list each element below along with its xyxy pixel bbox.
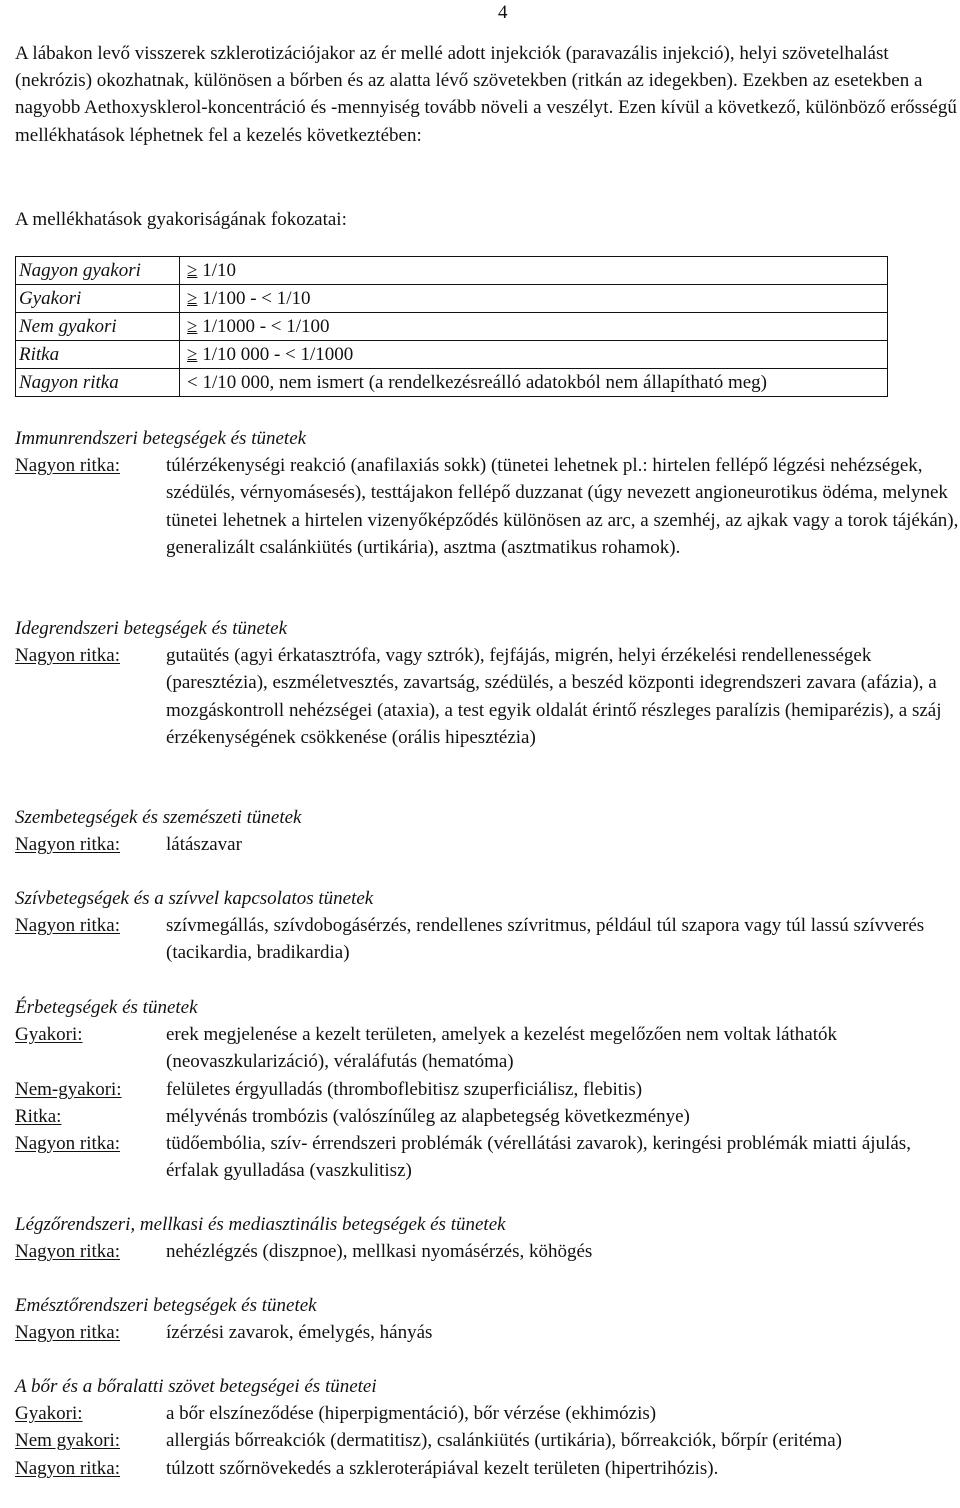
list-item [15, 1130, 960, 1184]
frequency-label: Nagyon gyakori [16, 257, 180, 285]
effect-text: nehézlégzés (diszpnoe), mellkasi nyomásérzés, köhögés [166, 1241, 593, 1263]
section-respiratory [15, 1211, 960, 1265]
frequency-label: Gyakori [16, 285, 180, 313]
frequency-value-text: 1/1000 - < 1/100 [197, 315, 330, 337]
list-item [15, 912, 960, 966]
frequency-label: Ritka [16, 341, 180, 369]
frequency-tag: Gyakori: [15, 1403, 83, 1425]
frequency-tag: Nagyon ritka: [15, 834, 121, 856]
section-title: Immunrendszeri betegségek és tünetek [15, 428, 307, 449]
section-digestive [15, 1292, 960, 1346]
list-item [15, 1427, 960, 1454]
list-item [15, 452, 960, 561]
frequency-value: < 1/10 000, nem ismert (a rendelkezésreálló adatokból nem állapítható meg) [180, 369, 888, 397]
effect-text: túlérzékenységi reakció (anafilaxiás sokk) (tünetei lehetnek pl.: hirtelen fellépő légzési nehézségek, szédülés, vérnyomásesés), testtájakon fellépő duzzanat (úgy nevezett angioneurotikus ödéma, melynek tünetei lehetnek a hirtelen vizenyőképződés különösen az arc, a szemhéj, az ajkak vagy a torok tájékán), generalizált csalánkiütés (urtikária), asztma (asztmatikus rohamok). [166, 455, 959, 558]
effect-text: látászavar [166, 834, 242, 856]
frequency-tag: Nagyon ritka: [15, 455, 121, 477]
intro-paragraph: A lábakon levő visszerek szklerotizációjakor az ér mellé adott injekciók (paravazális injekció), helyi szövetelhalást (nekrózis) okozhatnak, különösen a bőrben és az alatta lévő szövetekben (ritkán az idegekben). Ezekben az esetekben a nagyobb Aethoxysklerol-koncentráció és -mennyiség tovább növeli a veszélyt. Ezen kívül a következő, különböző erősségű mellékhatások léphetnek fel a kezelés következtében: [15, 43, 957, 146]
effect-text: felületes érgyulladás (thromboflebitisz szuperficiálisz, flebitis) [166, 1078, 643, 1100]
ge-symbol: ≥ [187, 343, 198, 365]
section-title: Szembetegségek és szemészeti tünetek [15, 807, 302, 828]
section-vascular [15, 994, 960, 1184]
frequency-value [180, 341, 888, 369]
frequency-value-text: 1/100 - < 1/10 [197, 287, 311, 309]
table-row [16, 257, 888, 285]
section-title: Érbetegségek és tünetek [15, 997, 198, 1018]
frequency-table [15, 256, 888, 397]
frequency-tag: Nagyon ritka: [15, 1457, 121, 1479]
section-title: Emésztőrendszeri betegségek és tünetek [15, 1295, 317, 1316]
frequency-tag: Nagyon ritka: [15, 1133, 121, 1155]
section-title: Légzőrendszeri, mellkasi és mediasztinális betegségek és tünetek [15, 1214, 506, 1235]
frequency-value [180, 313, 888, 341]
frequency-label: Nagyon ritka [16, 369, 180, 397]
effect-text: tüdőembólia, szív- érrendszeri problémák (vérellátási zavarok), keringési problémák miatti ájulás, érfalak gyulladása (vaszkulitisz) [166, 1133, 911, 1182]
effect-text: a bőr elszíneződése (hiperpigmentáció), bőr vérzése (ekhimózis) [166, 1403, 657, 1425]
effect-text: szívmegállás, szívdobogásérzés, rendellenes szívritmus, például túl szapora vagy túl lassú szívverés (tacikardia, bradikardia) [166, 915, 925, 964]
frequency-tag: Gyakori: [15, 1024, 83, 1046]
section-nervous [15, 615, 960, 751]
frequency-tag: Nagyon ritka: [15, 645, 121, 667]
frequency-label: Nem gyakori [16, 313, 180, 341]
effect-text: erek megjelenése a kezelt területen, amelyek a kezelést megelőzően nem voltak láthatók (neovaszkularizáció), véraláfutás (hematóma) [166, 1024, 838, 1073]
frequency-tag: Nem-gyakori: [15, 1078, 122, 1100]
effect-text: gutaütés (agyi érkatasztrófa, vagy sztrók), fejfájás, migrén, helyi érzékelési rendellenességek (paresztézia), eszméletvesztés, zavartság, szédülés, a beszéd központi idegrendszeri zavara (afázia), a mozgáskontroll nehézségei (ataxia), a test egyik oldalát érintő részleges paralízis (hemiparézis), a száj érzékenységének csökkenése (orális hipesztézia) [166, 645, 942, 748]
list-item [15, 1021, 960, 1075]
list-item [15, 831, 960, 858]
table-row [16, 369, 888, 397]
ge-symbol: ≥ [187, 315, 198, 337]
section-title: Szívbetegségek és a szívvel kapcsolatos tünetek [15, 888, 374, 909]
effect-text: túlzott szőrnövekedés a szkleroterápiával kezelt területen (hipertrihózis). [166, 1457, 719, 1479]
list-item [15, 642, 960, 751]
frequency-value-text: 1/10 000 - < 1/1000 [197, 343, 354, 365]
section-skin [15, 1373, 960, 1482]
ge-symbol: ≥ [187, 287, 198, 309]
frequency-tag: Ritka: [15, 1105, 62, 1127]
frequency-value [180, 257, 888, 285]
section-title: Idegrendszeri betegségek és tünetek [15, 618, 288, 639]
frequency-tag: Nem gyakori: [15, 1430, 121, 1452]
list-item [15, 1238, 960, 1265]
frequency-value [180, 285, 888, 313]
frequency-title: A mellékhatások gyakoriságának fokozatai: [15, 209, 347, 230]
table-row [16, 341, 888, 369]
ge-symbol: ≥ [187, 259, 198, 281]
table-row [16, 313, 888, 341]
frequency-tag: Nagyon ritka: [15, 1322, 121, 1344]
effect-text: mélyvénás trombózis (valószínűleg az alapbetegség következménye) [166, 1105, 690, 1127]
effect-text: ízérzési zavarok, émelygés, hányás [166, 1322, 433, 1344]
list-item [15, 1400, 960, 1427]
frequency-tag: Nagyon ritka: [15, 1241, 121, 1263]
list-item [15, 1076, 960, 1103]
frequency-value-text: 1/10 [197, 259, 236, 281]
list-item [15, 1103, 960, 1130]
section-immune [15, 425, 960, 561]
effect-text: allergiás bőrreakciók (dermatitisz), csalánkiütés (urtikária), bőrreakciók, bőrpír (eritéma) [166, 1430, 842, 1452]
table-row [16, 285, 888, 313]
list-item [15, 1455, 960, 1482]
list-item [15, 1319, 960, 1346]
section-heart [15, 885, 960, 967]
frequency-tag: Nagyon ritka: [15, 915, 121, 937]
page-number: 4 [498, 2, 508, 23]
section-eye [15, 804, 960, 858]
section-title: A bőr és a bőralatti szövet betegségei és tünetei [15, 1376, 377, 1397]
